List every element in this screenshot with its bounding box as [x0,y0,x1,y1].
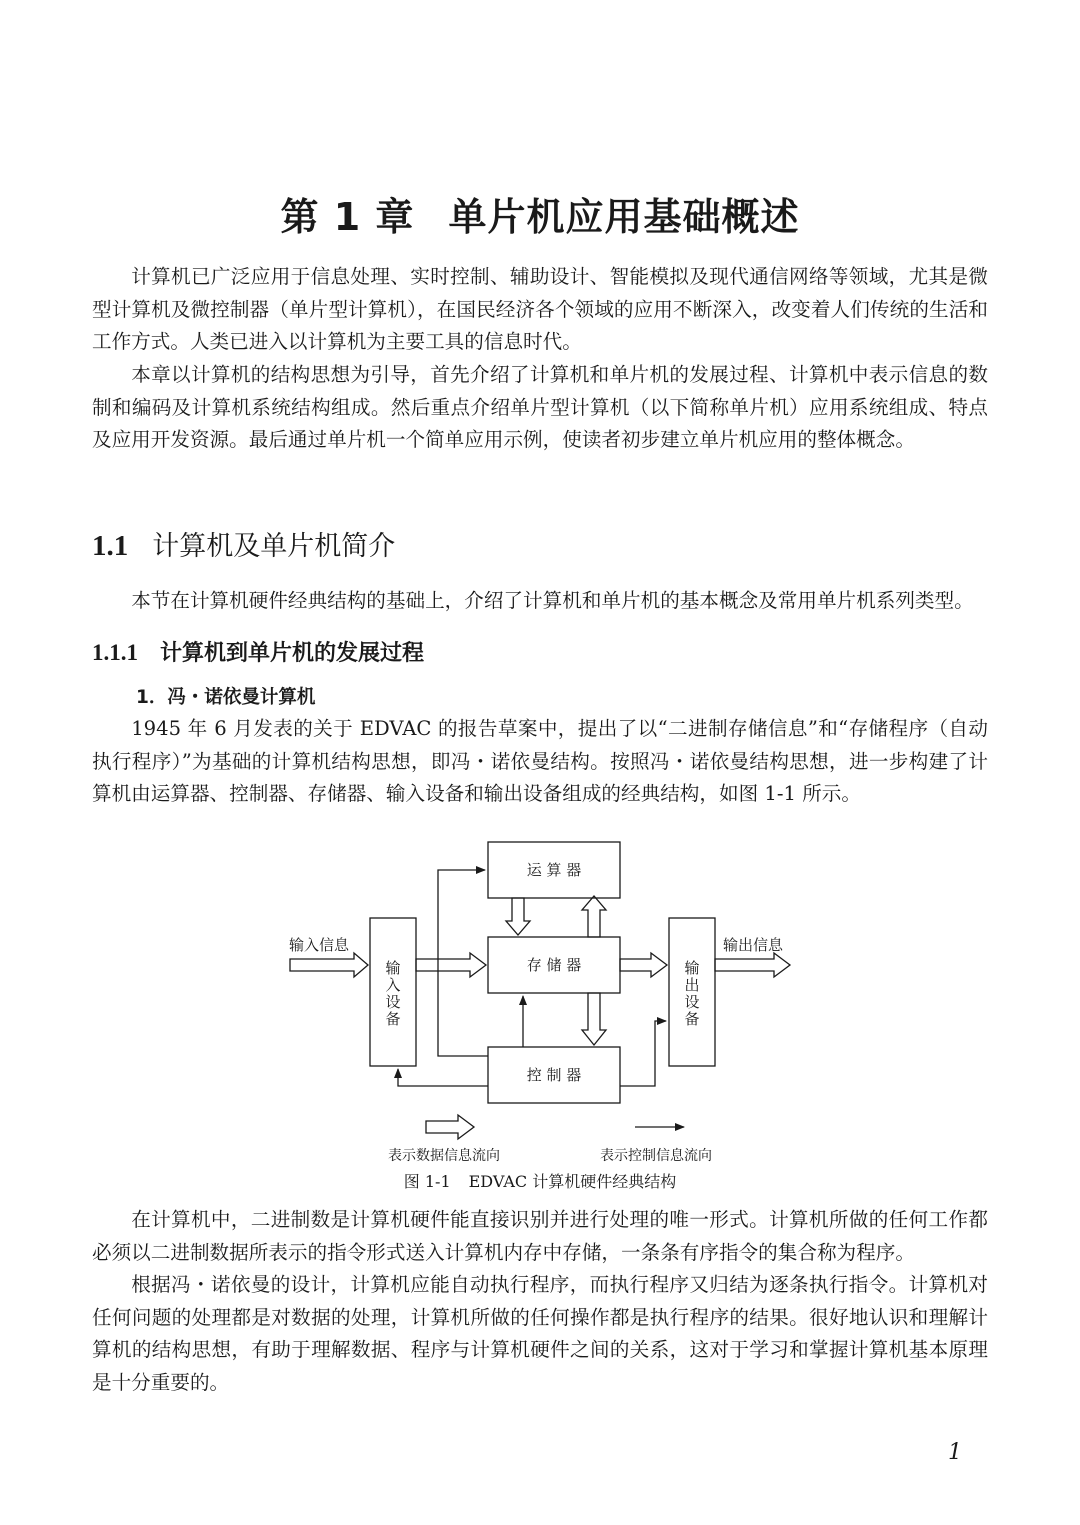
section-intro: 本节在计算机硬件经典结构的基础上，介绍了计算机和单片机的基本概念及常用单片机系列类型。 [131,589,974,612]
input-device-char-1: 输 [385,959,401,977]
input-info-label: 输入信息 [289,936,350,954]
input-device-char-2: 入 [385,976,401,994]
output-device-char-2: 出 [684,976,700,994]
output-device-char-3: 设 [684,993,700,1011]
output-info-arrow [715,953,790,977]
section-number: 1.1 [92,530,129,562]
legend-data-label: 表示数据信息流向 [388,1148,500,1164]
intro-paragraph-2: 本章以计算机的结构思想为引导，首先介绍了计算机和单片机的发展过程、计算机中表示信息的数制和编码及计算机系统结构组成。然后重点介绍单片型计算机（以下简称单片机）应用系统组成、特点及应用开发资源。最后通过单片机一个简单应用示例，使读者初步建立单片机应用的整体概念。 [92,363,988,451]
figure-title: EDVAC 计算机硬件经典结构 [468,1172,677,1191]
subsection-heading [92,636,424,667]
memory-to-alu-arrow [582,896,606,937]
subsection-number: 1.1.1 [92,640,138,665]
subsubsection-heading: 1．冯・诺依曼计算机 [136,687,316,708]
chapter-label: 第 1 章 [280,195,415,239]
body-paragraph-3: 根据冯・诺依曼的设计，计算机应能自动执行程序，而执行程序又归结为逐条执行指令。计算机对任何问题的处理都是对数据的处理，计算机所做的任何操作都是执行程序的结果。很好地认识和理解计算机的结构思想，有助于理解数据、程序与计算机硬件之间的关系，这对于学习和掌握计算机基本原理是十分重要的。 [92,1273,988,1394]
controller-label: 控 制 器 [526,1066,582,1084]
memory-to-controller-arrow [582,993,606,1045]
controller-to-output-arrow [620,1021,666,1086]
figure-caption [0,1169,1080,1192]
page-number: 1 [948,1440,962,1465]
output-info-label: 输出信息 [723,936,784,954]
legend-data-arrow [426,1115,474,1139]
output-device-char-1: 输 [684,959,700,977]
body-paragraph-1: 1945 年 6 月发表的关于 EDVAC 的报告草案中，提出了以“二进制存储信息”和“存储程序（自动执行程序）”为基础的计算机结构思想，即冯・诺依曼结构。按照冯・诺依曼结构思想，进一步构建了计算机由运算器、控制器、存储器、输入设备和输出设备组成的经典结构，如图 1-1 所示。 [92,717,988,805]
section-title: 计算机及单片机简介 [152,531,396,562]
controller-to-input-arrow [398,1069,488,1086]
legend-control-label: 表示控制信息流向 [600,1148,712,1164]
body-paragraph-2: 在计算机中，二进制数是计算机硬件能直接识别并进行处理的唯一形式。计算机所做的任何工作都必须以二进制数据所表示的指令形式送入计算机内存中存储，一条条有序指令的集合称为程序。 [92,1208,988,1264]
alu-label: 运 算 器 [526,861,582,879]
output-device-char-4: 备 [684,1010,700,1028]
memory-label: 存 储 器 [526,956,582,974]
alu-to-memory-arrow [506,898,530,935]
chapter-name: 单片机应用基础概述 [448,195,800,239]
figure-number: 图 1-1 [403,1172,451,1191]
memory-to-output-arrow [620,953,667,977]
edvac-architecture-diagram [280,834,800,1168]
controller-to-alu-arrow [438,870,488,1056]
intro-paragraph-1: 计算机已广泛应用于信息处理、实时控制、辅助设计、智能模拟及现代通信网络等领域，尤其是微型计算机及微控制器（单片型计算机），在国民经济各个领域的应用不断深入，改变着人们传统的生活和工作方式。人类已进入以计算机为主要工具的信息时代。 [92,265,988,353]
input-device-char-4: 备 [385,1010,401,1028]
subsection-title: 计算机到单片机的发展过程 [160,641,425,666]
input-device-char-3: 设 [385,993,401,1011]
chapter-title [0,186,1080,241]
section-heading [92,524,395,563]
input-info-arrow [290,953,368,977]
input-to-memory-arrow [416,953,486,977]
